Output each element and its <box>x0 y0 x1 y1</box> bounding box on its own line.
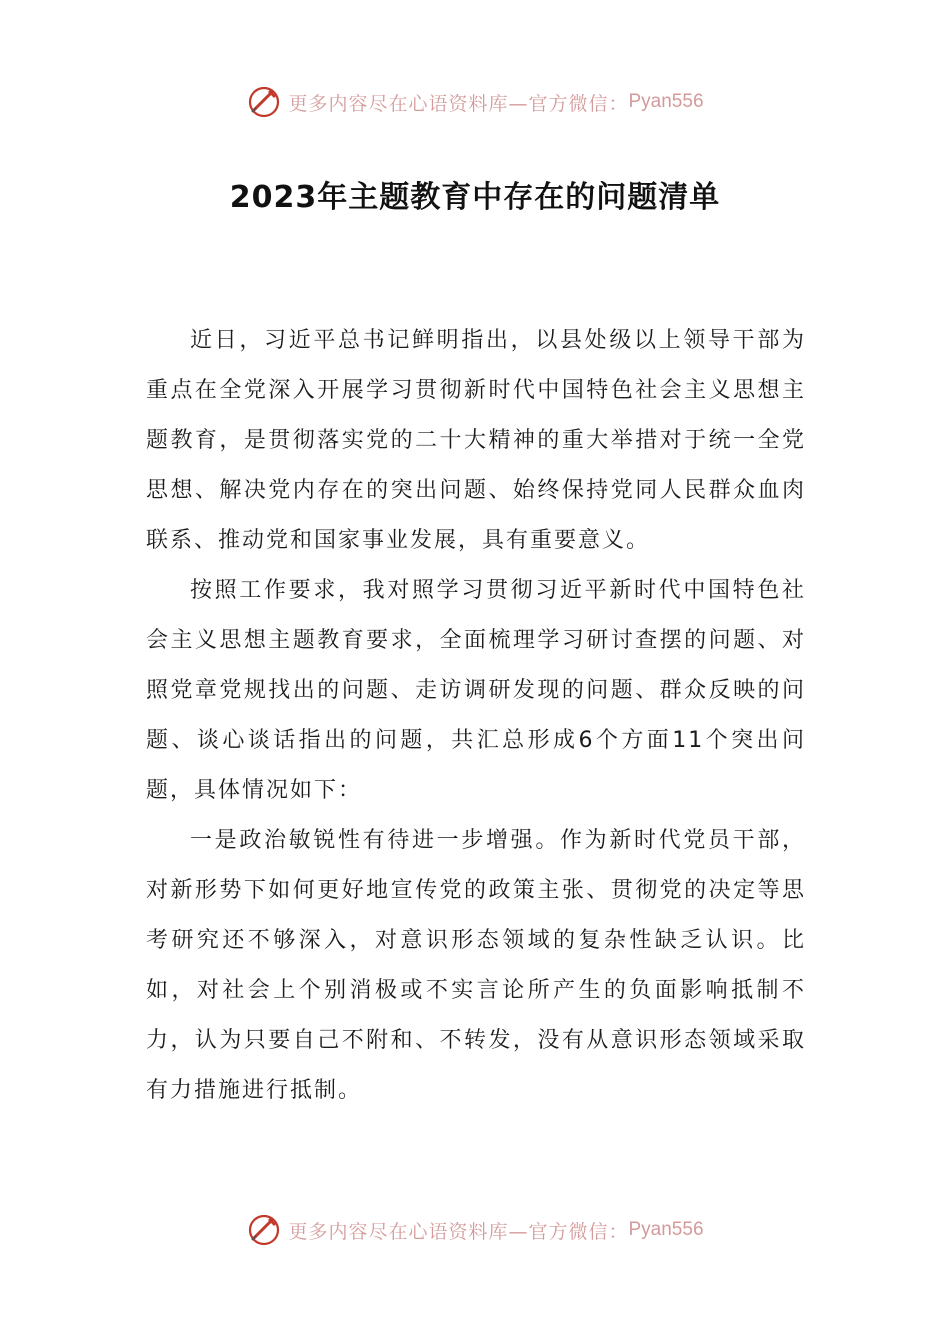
document-body <box>146 316 806 1116</box>
header-watermark <box>0 84 950 120</box>
watermark-text: 更多内容尽在心语资料库—官方微信： <box>288 92 629 115</box>
paragraph: 一是政治敏锐性有待进一步增强。作为新时代党员干部，对新形势下如何更好地宣传党的政策主张、贯彻党的决定等思考研究还不够深入，对意识形态领域的复杂性缺乏认识。比如，对社会上个别消极或不实言论所产生的负面影响抵制不力，认为只要自己不附和、不转发，没有从意识形态领域采取有力措施进行抵制。 <box>146 828 806 1103</box>
paragraph: 按照工作要求，我对照学习贯彻习近平新时代中国特色社会主义思想主题教育要求，全面梳理学习研讨查摆的问题、对照党章党规找出的问题、走访调研发现的问题、群众反映的问题、谈心谈话指出的问题，共汇总形成6个方面11个突出问题，具体情况如下： <box>146 578 806 803</box>
paragraph: 近日，习近平总书记鲜明指出，以县处级以上领导干部为重点在全党深入开展学习贯彻新时代中国特色社会主义思想主题教育，是贯彻落实党的二十大精神的重大举措对于统一全党思想、解决党内存在的突出问题、始终保持党同人民群众血肉联系、推动党和国家事业发展，具有重要意义。 <box>146 328 806 553</box>
watermark-text: 更多内容尽在心语资料库—官方微信： <box>288 1220 629 1243</box>
watermark-handle: Pyan556 <box>628 91 704 112</box>
pen-circle-logo-icon <box>246 1212 282 1248</box>
document-title: 2023年主题教育中存在的问题清单 <box>229 180 721 215</box>
pen-circle-logo-icon <box>246 84 282 120</box>
footer-watermark <box>0 1212 950 1248</box>
watermark-handle: Pyan556 <box>628 1219 704 1240</box>
